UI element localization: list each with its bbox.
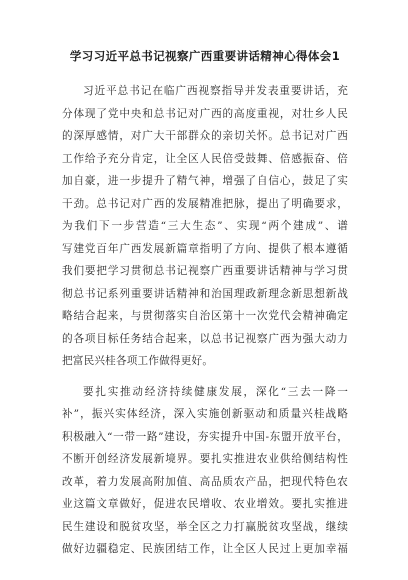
paragraph-gap	[62, 373, 348, 381]
paragraph-line: 我们要把学习贯彻总书记视察广西重要讲话精神与学习贯	[62, 265, 348, 277]
paragraph-line: 为我们下一步营造“三大生态”、实现“两个建成”、谱	[62, 220, 348, 232]
document-body	[62, 80, 348, 561]
paragraph-line: 的各项目标任务结合起来，以总书记视察广西为强大动力	[62, 332, 348, 345]
paragraph-line: 的深厚感情，对广大干部群众的亲切关怀。总书记对广西	[62, 130, 348, 142]
paragraph-line: 把富民兴桂各项工作做得更好。	[62, 355, 214, 367]
paragraph-line: 彻总书记系列重要讲话精神和治国理政新理念新思想新战	[62, 287, 348, 300]
document-title: 学习习近平总书记视察广西重要讲话精神心得体会1	[69, 49, 341, 63]
paragraph-line: 积极融入“一带一路”建设，夯实提升中国-东盟开放平台，	[62, 430, 348, 443]
paragraph-line: 写建党百年广西发展新篇章指明了方向、提供了根本遵循	[62, 242, 348, 255]
paragraph-line: 民生建设和脱贫攻坚，举全区之力打赢脱贫攻坚战，继续	[62, 520, 348, 533]
paragraph-line: 加自豪，进一步提升了精气神，增强了自信心，鼓足了实	[62, 175, 348, 187]
paragraph-line: 做好边疆稳定、民族团结工作，让全区人民过上更加幸福	[62, 543, 348, 555]
paragraph-line: 干劲。总书记对广西的发展精准把脉，提出了明确要求，	[62, 197, 348, 210]
paragraph-line: 要扎实推动经济持续健康发展，深化“三去一降一	[83, 385, 348, 398]
paragraph-line: 分体现了党中央和总书记对广西的高度重视，对壮乡人民	[62, 107, 348, 120]
paragraph-line: 略结合起来，与贯彻落实自治区第十一次党代会精神确定	[62, 310, 348, 322]
paragraph-line: 工作给予充分肯定，让全区人民倍受鼓舞、倍感振奋、倍	[62, 152, 348, 165]
paragraph-line: 习近平总书记在临广西视察指导并发表重要讲话，充	[83, 85, 348, 97]
paragraph-line: 补”，振兴实体经济，深入实施创新驱动和质量兴桂战略	[62, 408, 348, 420]
paragraph-line: 业这篇文章做好，促进农民增收、农业增效。要扎实推进	[62, 498, 348, 510]
paragraph-line: 不断开创经济发展新境界。要扎实推进农业供给侧结构性	[62, 453, 348, 465]
paragraph-line: 改革，着力发展高附加值、高品质农产品，把现代特色农	[62, 475, 348, 488]
